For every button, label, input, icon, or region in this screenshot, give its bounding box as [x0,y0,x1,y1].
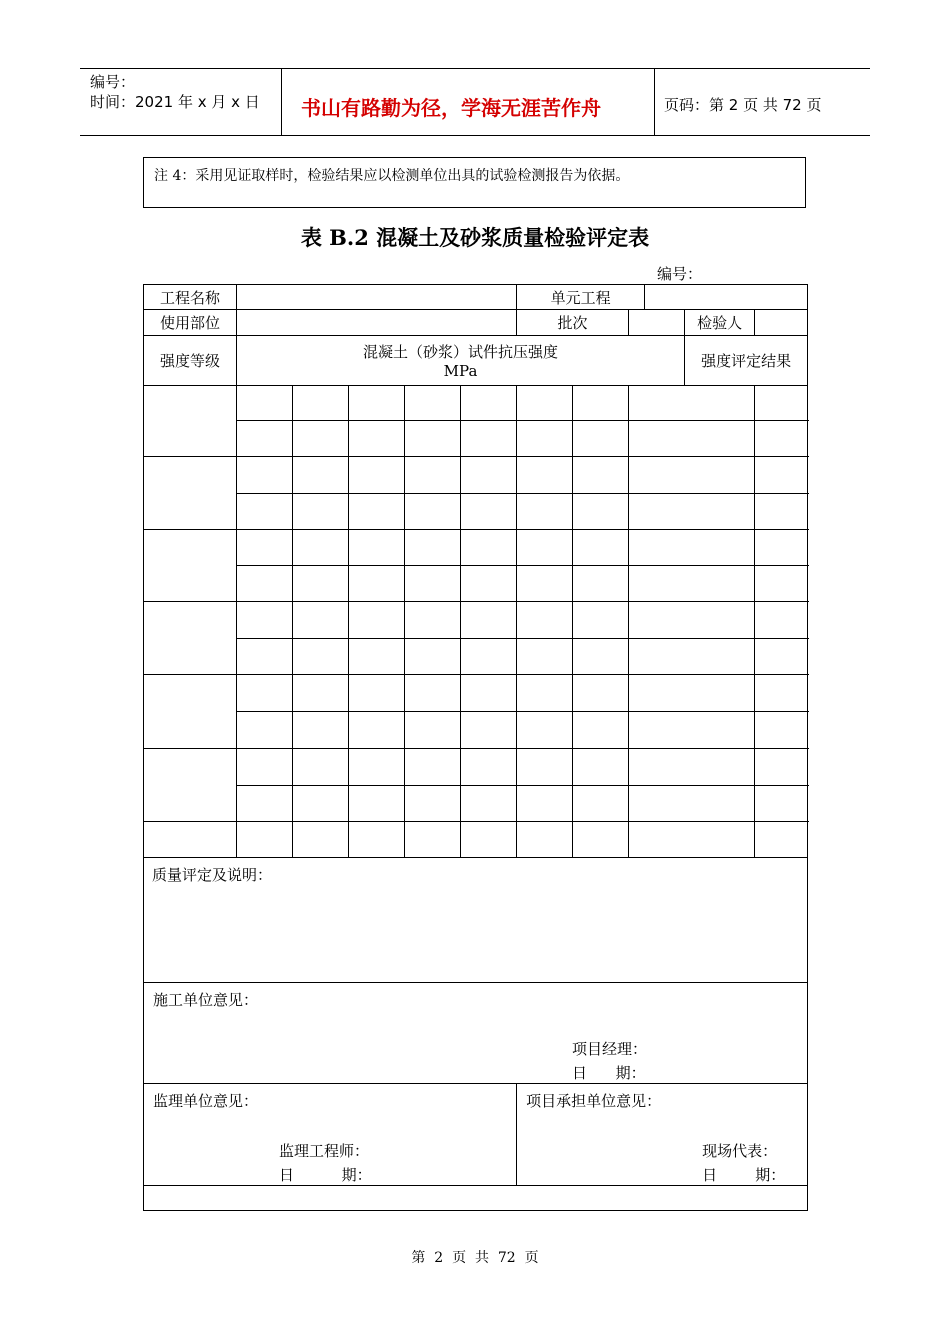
value-cell[interactable] [349,675,405,712]
inspector-cell[interactable] [755,310,808,336]
value-cell[interactable] [405,386,461,421]
value-cell[interactable] [461,602,517,639]
value-cell[interactable] [405,457,461,494]
table-row [144,494,808,530]
strength-header [237,336,685,386]
value-cell[interactable] [629,530,755,566]
table-row [144,457,808,494]
result-cell[interactable] [755,566,808,602]
value-cell[interactable] [349,566,405,602]
blank-footer-cell[interactable] [144,1186,808,1211]
row-contractor-opinion [144,983,808,1084]
value-cell[interactable] [237,530,293,566]
result-cell[interactable] [755,712,808,749]
value-cell[interactable] [349,457,405,494]
value-cell[interactable] [349,749,405,786]
value-cell[interactable] [405,421,461,457]
result-cell[interactable] [755,530,808,566]
value-cell[interactable] [517,822,573,858]
result-cell[interactable] [755,822,808,858]
grade-cell[interactable] [144,675,237,749]
value-cell[interactable] [573,494,629,530]
value-cell[interactable] [629,639,755,675]
value-cell[interactable] [237,749,293,786]
grade-cell[interactable] [144,386,237,457]
grade-cell[interactable] [144,822,237,858]
header-top-rule [80,68,870,69]
row-opinions [144,1084,808,1186]
value-cell[interactable] [573,530,629,566]
value-cell[interactable] [517,749,573,786]
value-cell[interactable] [573,712,629,749]
value-cell[interactable] [573,675,629,712]
table-row [144,386,808,421]
use-location-cell[interactable] [237,310,517,336]
header-bottom-rule [80,135,870,136]
result-cell[interactable] [755,386,808,421]
project-name-cell[interactable] [237,285,517,310]
undertaker-date-label: 日 期： [702,1166,786,1184]
evaluation-table [143,284,808,1211]
value-cell[interactable] [237,786,293,822]
value-cell[interactable] [517,675,573,712]
supervisor-opinion-cell[interactable] [144,1084,517,1186]
value-cell[interactable] [517,421,573,457]
value-cell[interactable] [461,712,517,749]
undertaker-opinion-cell[interactable] [517,1084,808,1186]
row-use-location [144,310,808,336]
value-cell[interactable] [573,749,629,786]
value-cell[interactable] [237,457,293,494]
value-cell[interactable] [237,675,293,712]
value-cell[interactable] [237,566,293,602]
strength-result-label: 强度评定结果 [685,336,808,386]
grade-cell[interactable] [144,530,237,602]
value-cell[interactable] [405,639,461,675]
value-cell[interactable] [293,530,349,566]
serial-label: 编号： [657,265,703,283]
value-cell[interactable] [573,786,629,822]
project-name-label: 工程名称 [144,285,237,310]
value-cell[interactable] [293,457,349,494]
value-cell[interactable] [629,494,755,530]
grade-cell[interactable] [144,749,237,822]
value-cell[interactable] [517,530,573,566]
result-cell[interactable] [755,786,808,822]
value-cell[interactable] [405,602,461,639]
header-code-label: 编号： [90,73,136,91]
page-title: 表 B.2 混凝土及砂浆质量检验评定表 [300,225,650,250]
row-blank-footer [144,1186,808,1211]
value-cell[interactable] [237,639,293,675]
value-cell[interactable] [517,494,573,530]
table-row [144,421,808,457]
table-row [144,786,808,822]
value-cell[interactable] [461,421,517,457]
value-cell[interactable] [349,602,405,639]
result-cell[interactable] [755,421,808,457]
value-cell[interactable] [293,639,349,675]
row-project-name [144,285,808,310]
value-cell[interactable] [629,786,755,822]
result-cell[interactable] [755,602,808,639]
value-cell[interactable] [349,494,405,530]
contractor-opinion-cell[interactable] [144,983,808,1084]
batch-label: 批次 [517,310,629,336]
table-row [144,602,808,639]
value-cell[interactable] [517,457,573,494]
header-motto: 书山有路勤为径，学海无涯苦作舟 [301,96,601,120]
value-cell[interactable] [405,566,461,602]
value-cell[interactable] [461,822,517,858]
result-cell[interactable] [755,494,808,530]
value-cell[interactable] [293,822,349,858]
value-cell[interactable] [405,712,461,749]
site-rep-label: 现场代表： [702,1142,778,1160]
strength-grade-label: 强度等级 [144,336,237,386]
value-cell[interactable] [349,786,405,822]
result-cell[interactable] [755,749,808,786]
grade-cell[interactable] [144,602,237,675]
grade-cell[interactable] [144,457,237,530]
value-cell[interactable] [629,386,755,421]
supervisor-opinion-label: 监理单位意见： [153,1092,259,1110]
table-row [144,749,808,786]
strength-header-line2: MPa [443,362,478,380]
page-footer: 第 2 页 共 72 页 [411,1250,539,1266]
value-cell[interactable] [237,822,293,858]
table-row [144,822,808,858]
table-row [144,712,808,749]
value-cell[interactable] [629,712,755,749]
value-cell[interactable] [517,566,573,602]
unit-project-label: 单元工程 [517,285,645,310]
result-cell[interactable] [755,457,808,494]
value-cell[interactable] [461,530,517,566]
value-cell[interactable] [349,822,405,858]
value-cell[interactable] [349,530,405,566]
value-cell[interactable] [405,822,461,858]
quality-eval-cell[interactable] [144,858,808,983]
supervisor-date-label: 日 期： [279,1166,372,1184]
header-divider-2 [654,68,655,136]
table-row [144,566,808,602]
value-cell[interactable] [573,457,629,494]
value-cell[interactable] [237,712,293,749]
value-cell[interactable] [293,786,349,822]
value-cell[interactable] [293,494,349,530]
value-cell[interactable] [405,530,461,566]
supervisor-engineer-label: 监理工程师： [279,1142,370,1160]
header-time-label: 时间：2021 年 x 月 x 日 [90,93,260,111]
value-cell[interactable] [237,494,293,530]
value-cell[interactable] [405,786,461,822]
value-cell[interactable] [517,602,573,639]
value-cell[interactable] [349,712,405,749]
result-cell[interactable] [755,675,808,712]
result-cell[interactable] [755,639,808,675]
value-cell[interactable] [629,749,755,786]
header-divider-1 [281,68,282,136]
value-cell[interactable] [461,639,517,675]
value-cell[interactable] [573,822,629,858]
value-cell[interactable] [517,786,573,822]
value-cell[interactable] [349,421,405,457]
unit-project-cell[interactable] [645,285,808,310]
contractor-opinion-label: 施工单位意见： [153,991,259,1009]
value-cell[interactable] [461,494,517,530]
value-cell[interactable] [293,386,349,421]
value-cell[interactable] [461,749,517,786]
value-cell[interactable] [405,675,461,712]
row-strength-header [144,336,808,386]
value-cell[interactable] [573,386,629,421]
value-cell[interactable] [237,421,293,457]
value-cell[interactable] [461,386,517,421]
row-quality-eval [144,858,808,983]
table-row [144,639,808,675]
value-cell[interactable] [293,675,349,712]
undertaker-opinion-label: 项目承担单位意见： [526,1092,662,1110]
value-cell[interactable] [349,386,405,421]
value-cell[interactable] [405,749,461,786]
table-row [144,530,808,566]
value-cell[interactable] [629,822,755,858]
value-cell[interactable] [293,602,349,639]
value-cell[interactable] [461,457,517,494]
value-cell[interactable] [237,602,293,639]
value-cell[interactable] [405,494,461,530]
inspector-label: 检验人 [685,310,755,336]
value-cell[interactable] [629,675,755,712]
value-cell[interactable] [461,675,517,712]
table-row [144,675,808,712]
project-manager-label: 项目经理： [572,1040,648,1058]
use-location-label: 使用部位 [144,310,237,336]
value-cell[interactable] [573,421,629,457]
value-cell[interactable] [461,786,517,822]
quality-eval-label: 质量评定及说明： [152,866,273,884]
value-cell[interactable] [349,639,405,675]
value-cell[interactable] [573,602,629,639]
value-cell[interactable] [293,566,349,602]
value-cell[interactable] [237,386,293,421]
value-cell[interactable] [573,639,629,675]
value-cell[interactable] [629,457,755,494]
header-page-info: 页码：第 2 页 共 72 页 [664,96,822,114]
value-cell[interactable] [573,566,629,602]
value-cell[interactable] [293,421,349,457]
strength-header-line1: 混凝土（砂浆）试件抗压强度 [363,343,559,361]
note-text: 注 4：采用见证取样时，检验结果应以检测单位出具的试验检测报告为依据。 [154,168,630,184]
value-cell[interactable] [629,602,755,639]
contractor-date-label: 日 期： [572,1064,646,1082]
value-cell[interactable] [517,639,573,675]
note-box [143,157,806,208]
value-cell[interactable] [293,712,349,749]
value-cell[interactable] [461,566,517,602]
batch-cell[interactable] [629,310,685,336]
value-cell[interactable] [629,421,755,457]
value-cell[interactable] [517,712,573,749]
value-cell[interactable] [293,749,349,786]
value-cell[interactable] [629,566,755,602]
value-cell[interactable] [517,386,573,421]
